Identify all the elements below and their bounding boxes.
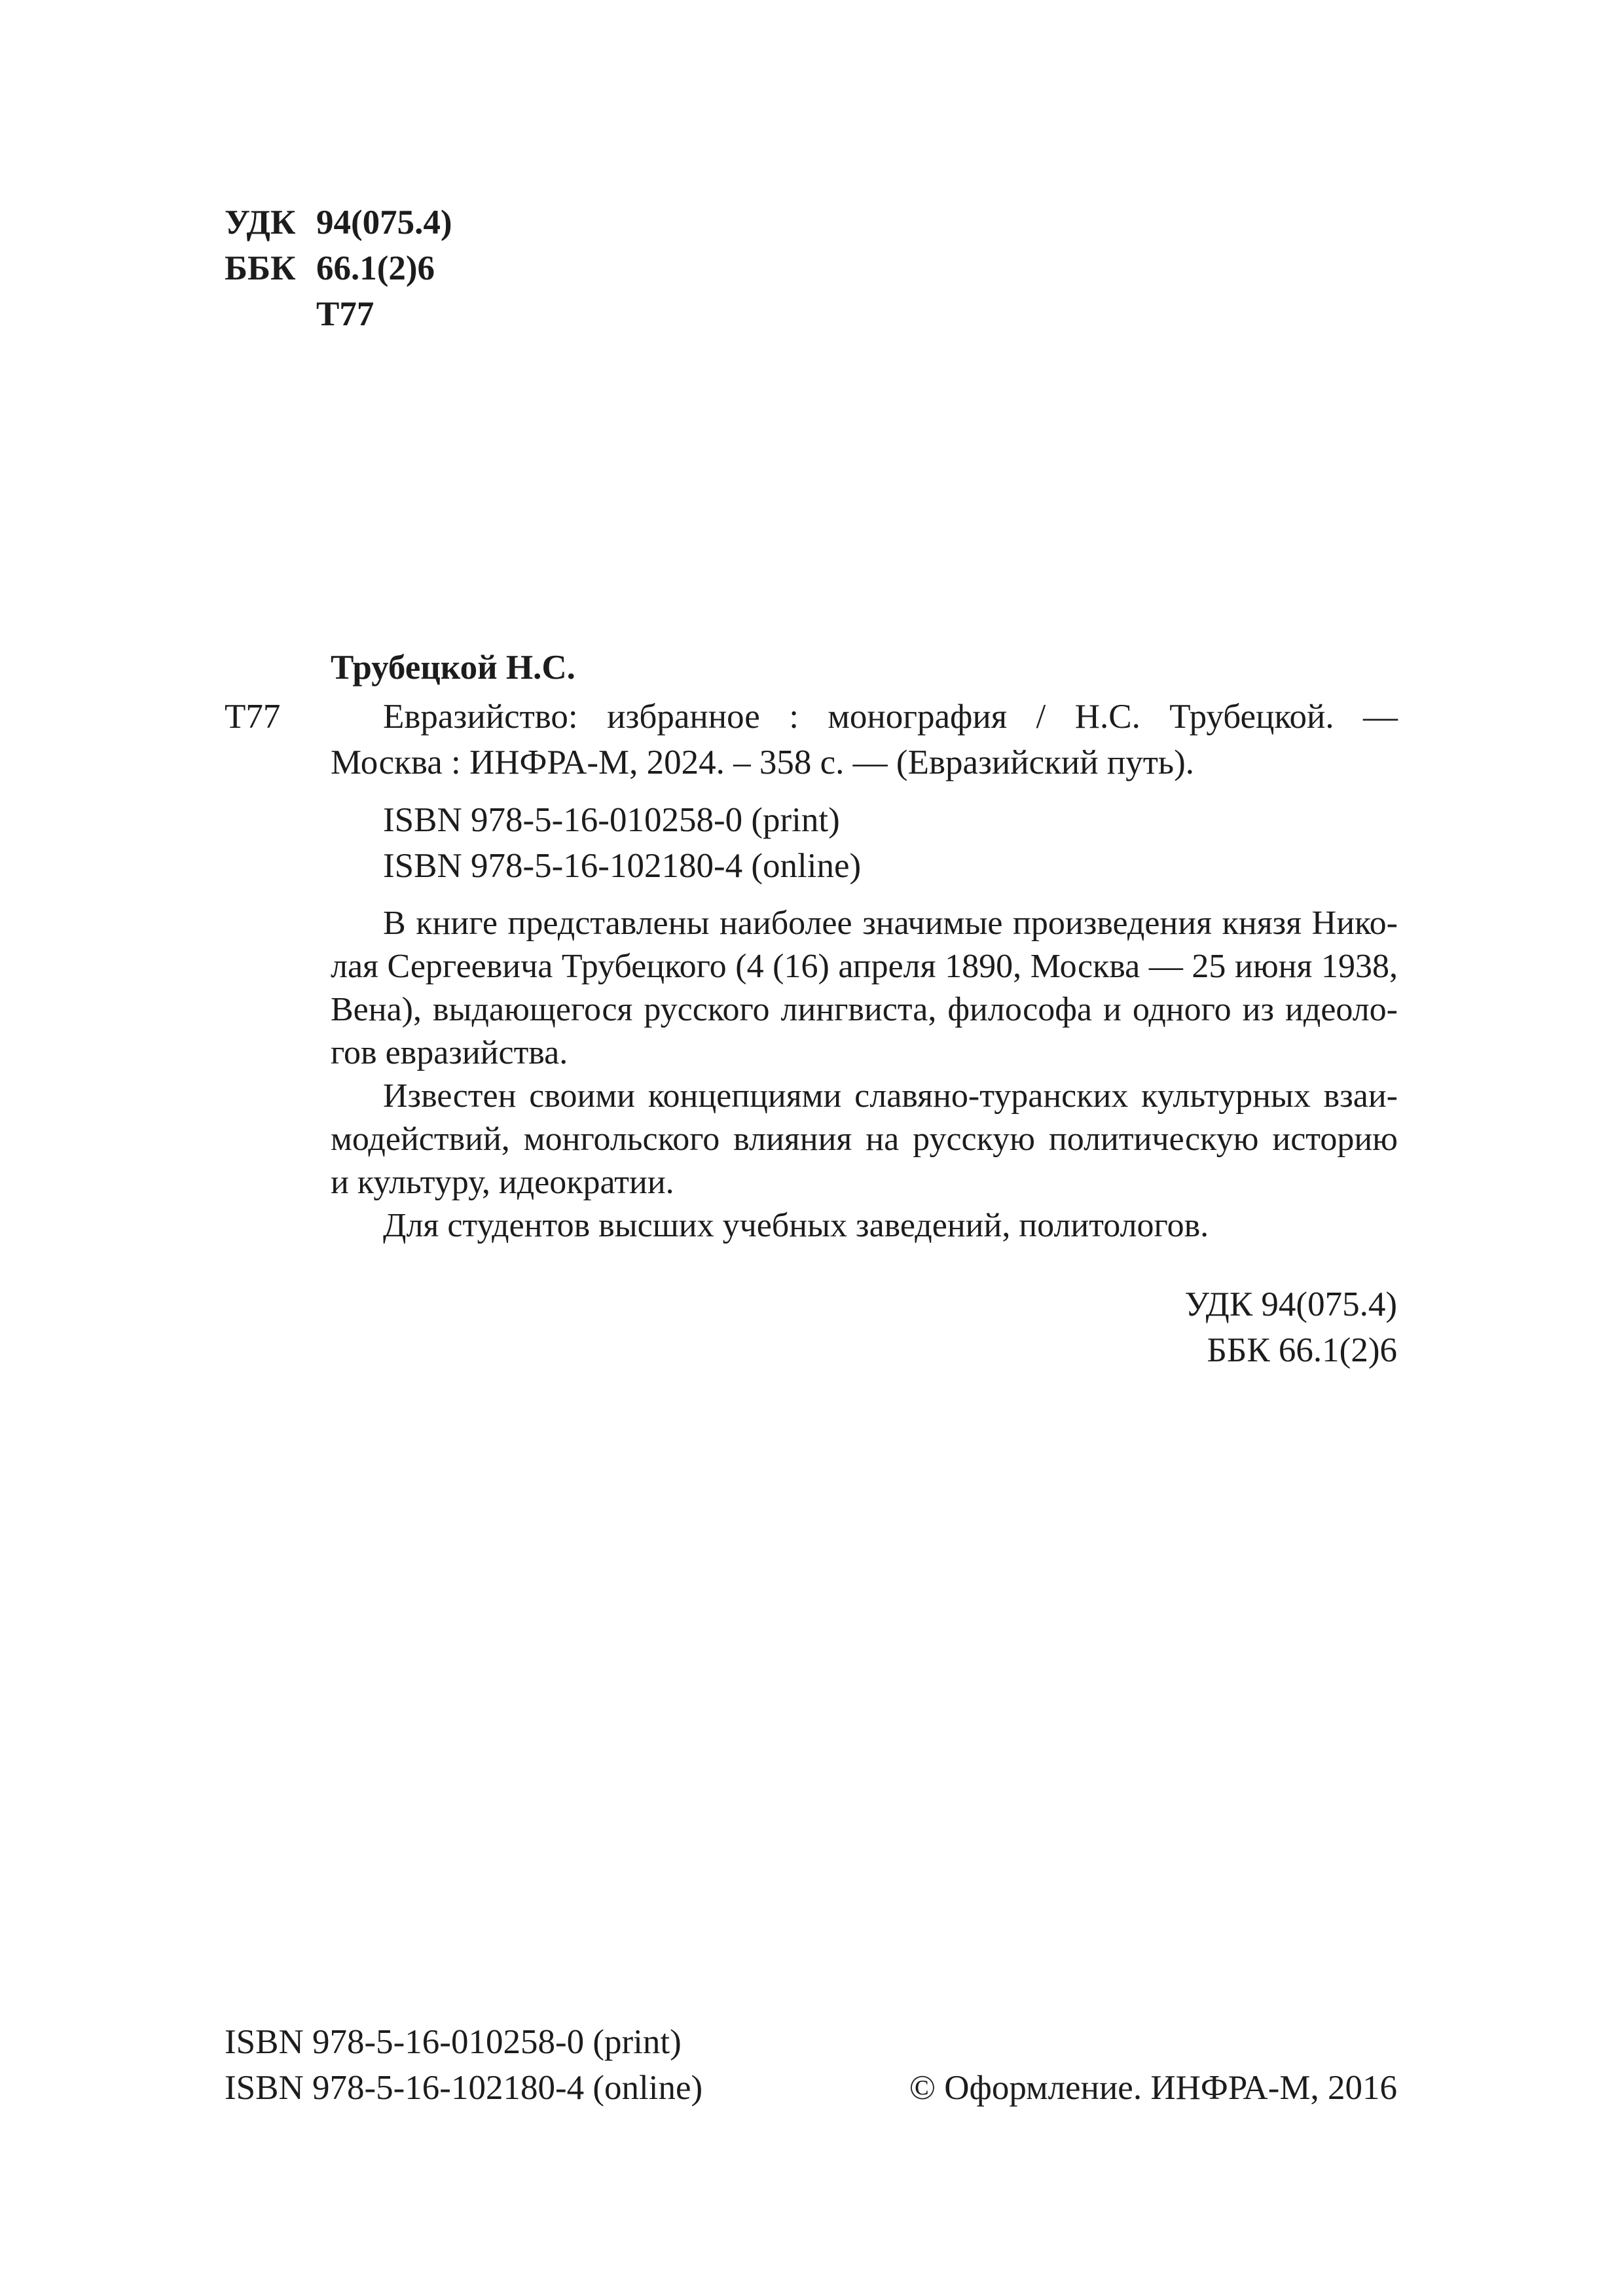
bbk-label: ББК bbox=[225, 249, 296, 287]
bbk-bottom: ББК 66.1(2)6 bbox=[1207, 1331, 1397, 1369]
udk-bottom: УДК 94(075.4) bbox=[1184, 1285, 1397, 1323]
author-heading: Трубецкой Н.С. bbox=[331, 649, 575, 687]
udk-value: 94(075.4) bbox=[316, 204, 452, 242]
isbn-print-footer: ISBN 978-5-16-010258-0 (print) bbox=[225, 2023, 682, 2061]
udk-label: УДК bbox=[225, 204, 296, 242]
isbn-online-card: ISBN 978-5-16-102180-4 (online) bbox=[383, 847, 862, 885]
udk-top bbox=[225, 200, 452, 245]
author-mark-top: Т77 bbox=[316, 295, 374, 333]
annotation-line: лая Сергеевича Трубецкого (4 (16) апреля 1890, Москва — 25 июня 1938, bbox=[331, 948, 1398, 985]
author-mark-card: Т77 bbox=[225, 698, 281, 736]
copyright-notice: © Оформление. ИНФРА-М, 2016 bbox=[909, 2069, 1397, 2107]
annotation-line: и культуру, идеократии. bbox=[331, 1164, 674, 1201]
annotation-line: Вена), выдающегося русского лингвиста, философа и одного из идеоло- bbox=[331, 991, 1398, 1028]
isbn-print-card: ISBN 978-5-16-010258-0 (print) bbox=[383, 801, 840, 839]
bbk-top bbox=[225, 245, 435, 291]
bbk-value: 66.1(2)6 bbox=[316, 249, 435, 287]
title-line-2: Москва : ИНФРА-М, 2024. – 358 с. — (Евразийский путь). bbox=[331, 744, 1194, 781]
annotation-line: В книге представлены наиболее значимые произведения князя Нико- bbox=[383, 905, 1398, 942]
annotation-line: гов евразийства. bbox=[331, 1034, 568, 1071]
isbn-online-footer: ISBN 978-5-16-102180-4 (online) bbox=[225, 2069, 703, 2107]
annotation-line: модействий, монгольского влияния на русскую политическую историю bbox=[331, 1121, 1398, 1158]
title-line-1: Евразийство: избранное : монография / Н.С. Трубецкой. — bbox=[383, 698, 1398, 736]
annotation-line: Известен своими концепциями славяно-туранских культурных взаи- bbox=[383, 1077, 1398, 1115]
annotation-line: Для студентов высших учебных заведений, политологов. bbox=[383, 1207, 1209, 1244]
